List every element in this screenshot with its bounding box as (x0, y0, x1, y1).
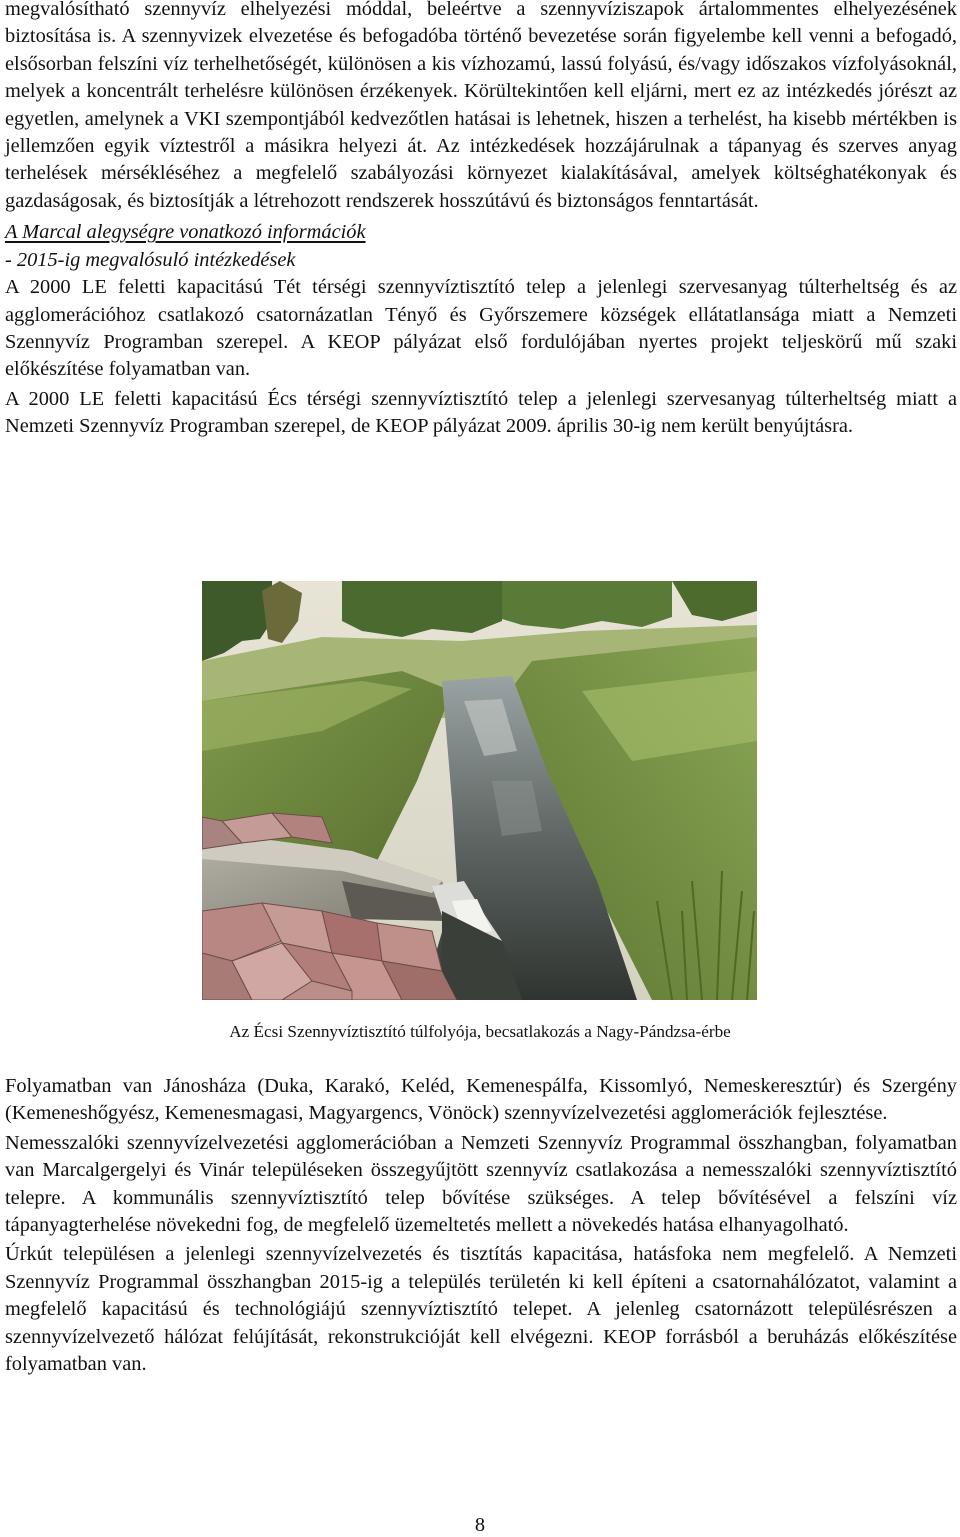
ecs-plant-paragraph: A 2000 LE feletti kapacitású Écs térségi szennyvíztisztító telep a jelenlegi szervesanyag túlterheltség miatt a Nemzeti Szennyvíz Programban szerepel, de KEOP pályázat 2009. április 30-ig nem került benyújtásra. (5, 387, 957, 438)
sub-heading: - 2015-ig megvalósuló intézkedések (5, 249, 296, 272)
section-heading-text: A Marcal alegységre vonatkozó információk (5, 221, 366, 244)
upper-text-block (5, 0, 957, 441)
section-heading (5, 218, 957, 246)
lower-text-block (5, 1073, 957, 1378)
urkut-paragraph: Úrkút településen a jelenlegi szennyvízelvezetés és tisztítás kapacitása, hatásfoka nem megfelelő. A Nemzeti Szennyvíz Programmal összhangban 2015-ig a település területén ki kell építeni a csatornahálózatot, valamint a megfelelő kapacitású és technológiájú szennyvíztisztító telepet. A jelenleg csatornázott településrészen a szennyvízelvezető hálózat felújítását, rekonstrukcióját kell elvégezni. KEOP forrásból a beruházás előkészítése folyamatban van. (5, 1243, 957, 1376)
intro-paragraph: megvalósítható szennyvíz elhelyezési móddal, beleértve a szennyvíziszapok ártalommentes elhelyezésének biztosítása is. A szennyvizek elvezetése és befogadóba történő bevezetése során figyelembe kell venni a befogadó, elsősorban felszíni víz terhelhetőségét, különösen a kis vízhozamú, lassú folyású, és/vagy időszakos vízfolyásoknál, melyek a koncentrált terhelésre különösen érzékenyek. Körültekintően kell eljárni, mert ez az intézkedés jórészt az egyetlen, amelynek a VKI szempontjából kedvezőtlen hatásai is lehetnek, hiszen a terhelést, ha kisebb mértékben is jellemzően egyik víztestről a másikra helyezi át. Az intézkedések hozzájárulnak a tápanyag és szerves anyag terhelések mérsékléséhez a megfelelő szabályozási környezet kialakításával, amelyek költséghatékonyak és gazdaságosak, és biztosítják a létrehozott rendszerek hosszútávú és biztonságos fenntartását. (5, 0, 957, 212)
janoshaza-paragraph: Folyamatban van Jánosháza (Duka, Karakó, Keléd, Kemenespálfa, Kissomlyó, Nemeskeresztúr) és Szergény (Kemeneshőgyész, Kemenesmagasi, Magyargencs, Vönöck) szennyvízelvezetési agglomerációk fejlesztése. (5, 1075, 957, 1125)
page-number: 8 (474, 1514, 486, 1536)
nemesszalok-paragraph: Nemesszalóki szennyvízelvezetési agglomerációban a Nemzeti Szennyvíz Programmal összhangban, folyamatban van Marcalgergelyi és Vinár településeken összegyűjtött szennyvíz csatlakozása a nemesszalóki szennyvíztisztító telepre. A kommunális szennyvíztisztító telep bővítése szükséges. A telep bővítésével a felszíni víz tápanyagterhelése növekedni fog, de megfelelő üzemeltetés mellett a növekedés hatása elhanyagolható. (5, 1131, 957, 1237)
overflow-photo (202, 581, 757, 1000)
figure-caption: Az Écsi Szennyvíztisztító túlfolyója, becsatlakozás a Nagy-Pándzsa-érbe (229, 1022, 731, 1041)
tet-plant-paragraph: A 2000 LE feletti kapacitású Tét térségi szennyvíztisztító telep a jelenlegi szervesanyag túlterheltség és az agglomerációhoz csatlakozó csatornázatlan Tényő és Győrszemere községek ellátatlansága miatt a Nemzeti Szennyvíz Programban szerepel. A KEOP pályázat első fordulójában nyertes projekt teljeskörű mű szaki előkészítése folyamatban van. (5, 276, 957, 381)
